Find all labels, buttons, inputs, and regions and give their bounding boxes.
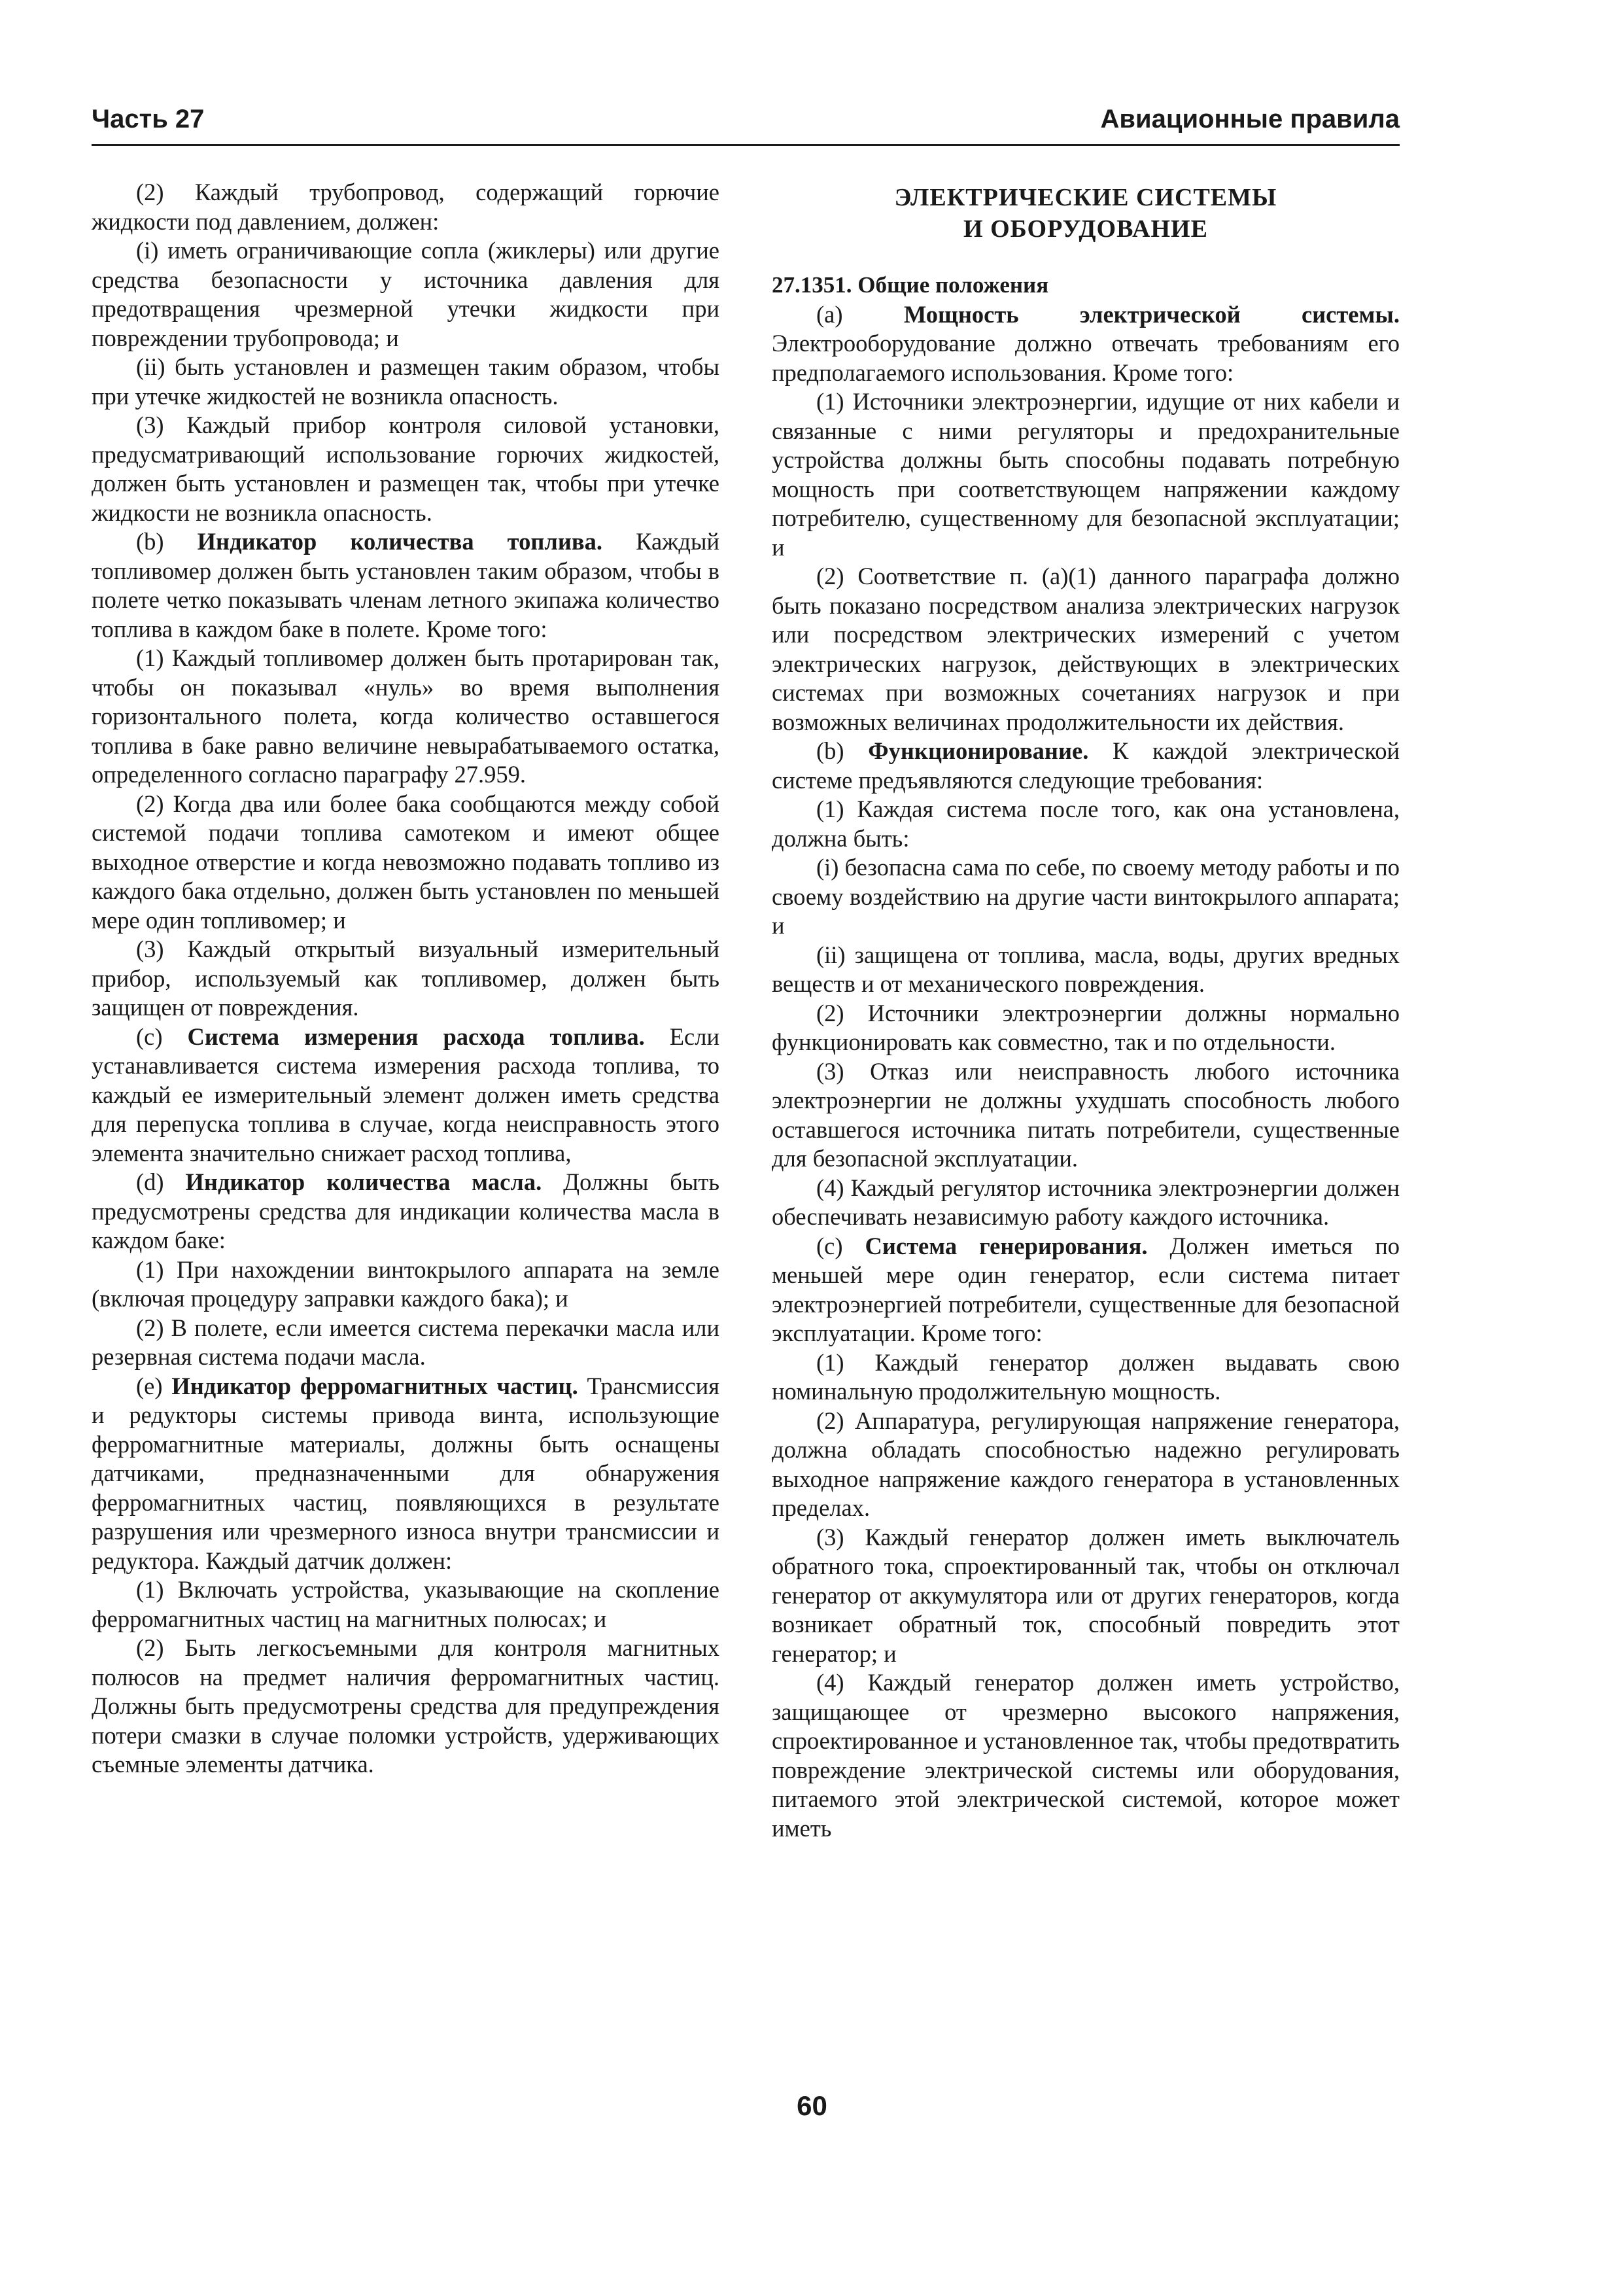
paragraph: (i) иметь ограничивающие сопла (жиклеры) или другие средства безопасности у источника давления для предотвращения чрезмерной утечки жидкости при повреждении трубопровода; и (92, 237, 719, 351)
inline-heading: Индикатор количества масла. (185, 1168, 542, 1195)
paragraph: (1) Включать устройства, указывающие на скопление ферромагнитных частиц на магнитных полюсах; и (92, 1576, 719, 1632)
paragraph: (e) Индикатор ферромагнитных частиц. Трансмиссия и редукторы системы привода винта, использующие ферромагнитные материалы, должны быть оснащены датчиками, предназначенными для обнаружения ферромагнитных частиц, появляющихся в результате разрушения или чрезмерного износа внутри трансмиссии и редуктора. Каждый датчик должен: (92, 1372, 719, 1574)
paragraph: (ii) защищена от топлива, масла, воды, других вредных веществ и от механического повреждения. (772, 941, 1400, 997)
right-column (772, 178, 1400, 1843)
section-title: ЭЛЕКТРИЧЕСКИЕ СИСТЕМЫ И ОБОРУДОВАНИЕ (894, 184, 1277, 243)
header-part: Часть 27 (92, 105, 205, 133)
paragraph: (3) Отказ или неисправность любого источника электроэнергии не должны ухудшать способность любого оставшегося источника питать потребители, существенные для безопасной эксплуатации. (772, 1057, 1400, 1172)
paragraph: (c) Система генерирования. Должен иметься по меньшей мере один генератор, если система питает электроэнергией потребители, существенные для безопасной эксплуатации. Кроме того: (772, 1232, 1400, 1346)
paragraph: (2) Аппаратура, регулирующая напряжение генератора, должна обладать способностью надежно регулировать выходное напряжение каждого генератора в установленных пределах. (772, 1407, 1400, 1521)
paragraph-heading: 27.1351. Общие положения (772, 272, 1049, 298)
paragraph: (b) Функционирование. К каждой электрической системе предъявляются следующие требования: (772, 737, 1400, 794)
paragraph: (2) В полете, если имеется система перекачки масла или резервная система подачи масла. (92, 1314, 719, 1370)
paragraph: (2) Соответствие п. (a)(1) данного параграфа должно быть показано посредством анализа электрических нагрузок или посредством электрических измерений с учетом электрических нагрузок, действующих в электрических системах при возможных сочетаниях нагрузок и при возможных величинах продолжительности их действия. (772, 563, 1400, 735)
paragraph: (2) Каждый трубопровод, содержащий горючие жидкости под давлением, должен: (92, 179, 719, 235)
paragraph: (ii) быть установлен и размещен таким образом, чтобы при утечке жидкостей не возникла опасность. (92, 353, 719, 410)
paragraph: (d) Индикатор количества масла. Должны быть предусмотрены средства для индикации количества масла в каждом баке: (92, 1168, 719, 1253)
inline-heading: Индикатор ферромагнитных частиц. (171, 1372, 578, 1399)
paragraph: (3) Каждый прибор контроля силовой установки, предусматривающий использование горючих жидкостей, должен быть установлен и размещен так, чтобы при утечке жидкости не возникла опасность. (92, 412, 719, 526)
inline-heading: Индикатор количества топлива. (197, 528, 602, 555)
paragraph: (3) Каждый генератор должен иметь выключатель обратного тока, спроектированный так, чтобы он отключал генератор от аккумулятора или от других генераторов, когда возникает обратный ток, способный повредить этот генератор; и (772, 1523, 1400, 1667)
paragraph: (4) Каждый регулятор источника электроэнергии должен обеспечивать независимую работу каждого источника. (772, 1174, 1400, 1230)
paragraph: (1) Каждый топливомер должен быть протарирован так, чтобы он показывал «нуль» во время выполнения горизонтального полета, когда количество оставшегося топлива в баке равно величине невырабатываемого остатка, определенного согласно параграфу 27.959. (92, 644, 719, 788)
paragraph: (1) Каждый генератор должен выдавать свою номинальную продолжительную мощность. (772, 1348, 1400, 1405)
inline-heading: Мощность электрической системы. (903, 300, 1400, 328)
paragraph: (2) Источники электроэнергии должны нормально функционировать как совместно, так и по отдельности. (772, 999, 1400, 1055)
paragraph: (i) безопасна сама по себе, по своему методу работы и по своему воздействию на другие части винтокрылого аппарата; и (772, 854, 1400, 939)
inline-heading: Система измерения расхода топлива. (187, 1023, 645, 1050)
paragraph: (4) Каждый генератор должен иметь устройство, защищающее от чрезмерно высокого напряжения, спроектированное и установленное так, чтобы предотвратить повреждение электрической системы или оборудования, питаемого этой электрической системой, которое может иметь (772, 1669, 1400, 1842)
header-title: Авиационные правила (1100, 105, 1400, 133)
inline-heading: Функционирование. (868, 737, 1089, 764)
page-number: 60 (797, 2090, 827, 2121)
paragraph: (1) Источники электроэнергии, идущие от них кабели и связанные с ними регуляторы и предохранительные устройства должны быть способны подавать потребную мощность при соответствующем напряжении каждому потребителю, существенному для безопасной эксплуатации; и (772, 388, 1400, 561)
paragraph: (1) При нахождении винтокрылого аппарата на земле (включая процедуру заправки каждого бака); и (92, 1255, 719, 1312)
running-header (92, 98, 1400, 146)
left-column (92, 178, 719, 1779)
inline-heading: Система генерирования. (865, 1232, 1148, 1259)
paragraph: (3) Каждый открытый визуальный измерительный прибор, используемый как топливомер, должен быть защищен от повреждения. (92, 936, 719, 1021)
paragraph: (a) Мощность электрической системы. Электрооборудование должно отвечать требованиям его предполагаемого использования. Кроме того: (772, 300, 1400, 386)
paragraph: (2) Когда два или более бака сообщаются между собой системой подачи топлива самотеком и имеют общее выходное отверстие и когда невозможно подавать топливо из каждого бака отдельно, должен быть установлен по меньшей мере один топливомер; и (92, 790, 719, 934)
paragraph: (b) Индикатор количества топлива. Каждый топливомер должен быть установлен таким образом, чтобы в полете четко показывать членам летного экипажа количество топлива в каждом баке в полете. Кроме того: (92, 528, 719, 642)
paragraph: (1) Каждая система после того, как она установлена, должна быть: (772, 796, 1400, 852)
paragraph: (2) Быть легкосъемными для контроля магнитных полюсов на предмет наличия ферромагнитных частиц. Должны быть предусмотрены средства для предупреждения потери смазки в случае поломки устройств, удерживающих съемные элементы датчика. (92, 1634, 719, 1778)
paragraph: (c) Система измерения расхода топлива. Если устанавливается система измерения расхода топлива, то каждый ее измерительный элемент должен иметь средства для перепуска топлива в случае, когда неисправность этого элемента значительно снижает расход топлива, (92, 1023, 720, 1166)
